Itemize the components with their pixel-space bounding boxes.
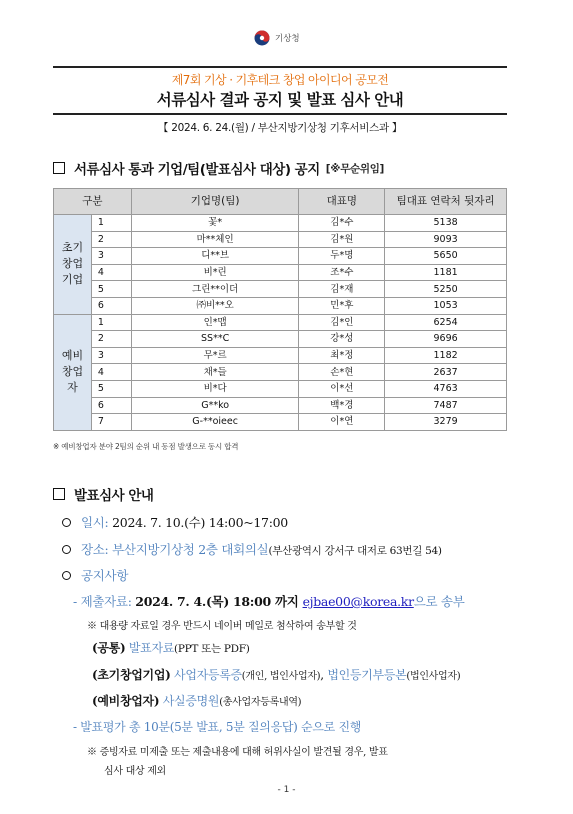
table-row: 3 디**브 두*명 5650 (54, 248, 507, 265)
notice-label: 공지사항 (81, 568, 129, 583)
submit-line: - 제출자료: 2024. 7. 4.(목) 18:00 까지 ejbae00@korea.kr으로 송부 (73, 594, 465, 609)
table-row: 6 ㈜비**오 민*후 1053 (54, 297, 507, 314)
section2-title: 발표심사 안내 (74, 488, 154, 504)
date-label: 일시: (81, 515, 109, 530)
common-docs-line: (공통) 발표자료(PPT 또는 PDF) (92, 641, 250, 655)
place-line (62, 540, 442, 558)
results-table (53, 188, 507, 431)
table-row: 2 SS**C 강*성 9696 (54, 331, 507, 348)
group-cell-early: 초기 창업 기업 (54, 215, 92, 315)
table-header-row (54, 189, 507, 215)
col-header: 팀대표 연락처 뒷자리 (385, 189, 507, 215)
circle-bullet-icon (62, 518, 71, 527)
org-name: 기상청 (275, 34, 300, 44)
page-number: - 1 - (277, 785, 296, 795)
table-row: 3 무*르 최*정 1182 (54, 347, 507, 364)
table-row: 초기 창업 기업 1 꽃* 김*수 5138 (54, 215, 507, 232)
group-cell-pre: 예비 창업 자 (54, 314, 92, 430)
dateline: 【 2024. 6. 24.(월) / 부산지방기상청 기후서비스과 】 (157, 122, 403, 134)
kma-emblem-icon (254, 30, 270, 46)
table-row: 예비 창업 자 1 인*맵 김*인 6254 (54, 314, 507, 331)
warning-line-2: 심사 대상 제외 (104, 766, 166, 777)
table-row: 2 마**체인 김*원 9093 (54, 231, 507, 248)
place-label: 장소: (81, 542, 109, 557)
place-value: 부산지방기상청 2층 대회의실 (112, 542, 269, 557)
table-footnote: ※ 예비창업자 분야 2팀의 순위 내 동점 발생으로 동시 합격 (53, 442, 239, 451)
schedule-line (62, 513, 288, 531)
table-row: 6 G**ko 백*경 7487 (54, 397, 507, 414)
circle-bullet-icon (62, 571, 71, 580)
pre-docs-line: (예비창업자) 사실증명원(총사업자등록내역) (92, 694, 302, 708)
large-file-note: ※ 대용량 자료일 경우 반드시 네이버 메일로 첨삭하여 송부할 것 (87, 621, 357, 632)
date-value: 2024. 7. 10.(수) 14:00~17:00 (112, 515, 288, 530)
submit-email-link[interactable]: ejbae00@korea.kr (302, 594, 414, 609)
submit-deadline: 2024. 7. 4.(목) 18:00 까지 (135, 594, 303, 609)
table-row: 4 비*린 조*수 1181 (54, 264, 507, 281)
table-row: 4 채*들 손*현 2637 (54, 364, 507, 381)
section1-title: 서류심사 통과 기업/팀(발표심사 대상) 공지 (74, 162, 320, 178)
col-header: 대표명 (299, 189, 385, 215)
table-row: 5 비*다 이*선 4763 (54, 380, 507, 397)
warning-line-1: ※ 증빙자료 미제출 또는 제출내용에 대해 허위사실이 발견될 경우, 발표 (87, 747, 388, 758)
checkbox-square-icon (53, 488, 65, 500)
section1-note: [※무순위임] (325, 162, 385, 175)
contest-subtitle: 제7회 기상 · 기후테크 창업 아이디어 공모전 (171, 73, 389, 87)
table-row: 7 G-**oieec 이*연 3279 (54, 414, 507, 431)
title-box (53, 66, 507, 115)
col-header: 기업명(팀) (131, 189, 299, 215)
notice-line (62, 566, 128, 584)
col-header: 구분 (54, 189, 132, 215)
kma-logo (254, 30, 300, 46)
section2-heading (53, 484, 153, 504)
early-docs-line: (초기창업기업) 사업자등록증(개인, 법인사업자), 법인등기부등본(법인사업자) (92, 668, 461, 682)
evaluation-line: - 발표평가 총 10분(5분 발표, 5분 질의응답) 순으로 진행 (73, 720, 362, 734)
table-row: 5 그린**이더 김*재 5250 (54, 281, 507, 298)
checkbox-square-icon (53, 162, 65, 174)
page-title: 서류심사 결과 공지 및 발표 심사 안내 (156, 91, 404, 109)
circle-bullet-icon (62, 545, 71, 554)
section1-heading (53, 158, 384, 178)
place-address: (부산광역시 강서구 대저로 63번길 54) (268, 545, 442, 557)
